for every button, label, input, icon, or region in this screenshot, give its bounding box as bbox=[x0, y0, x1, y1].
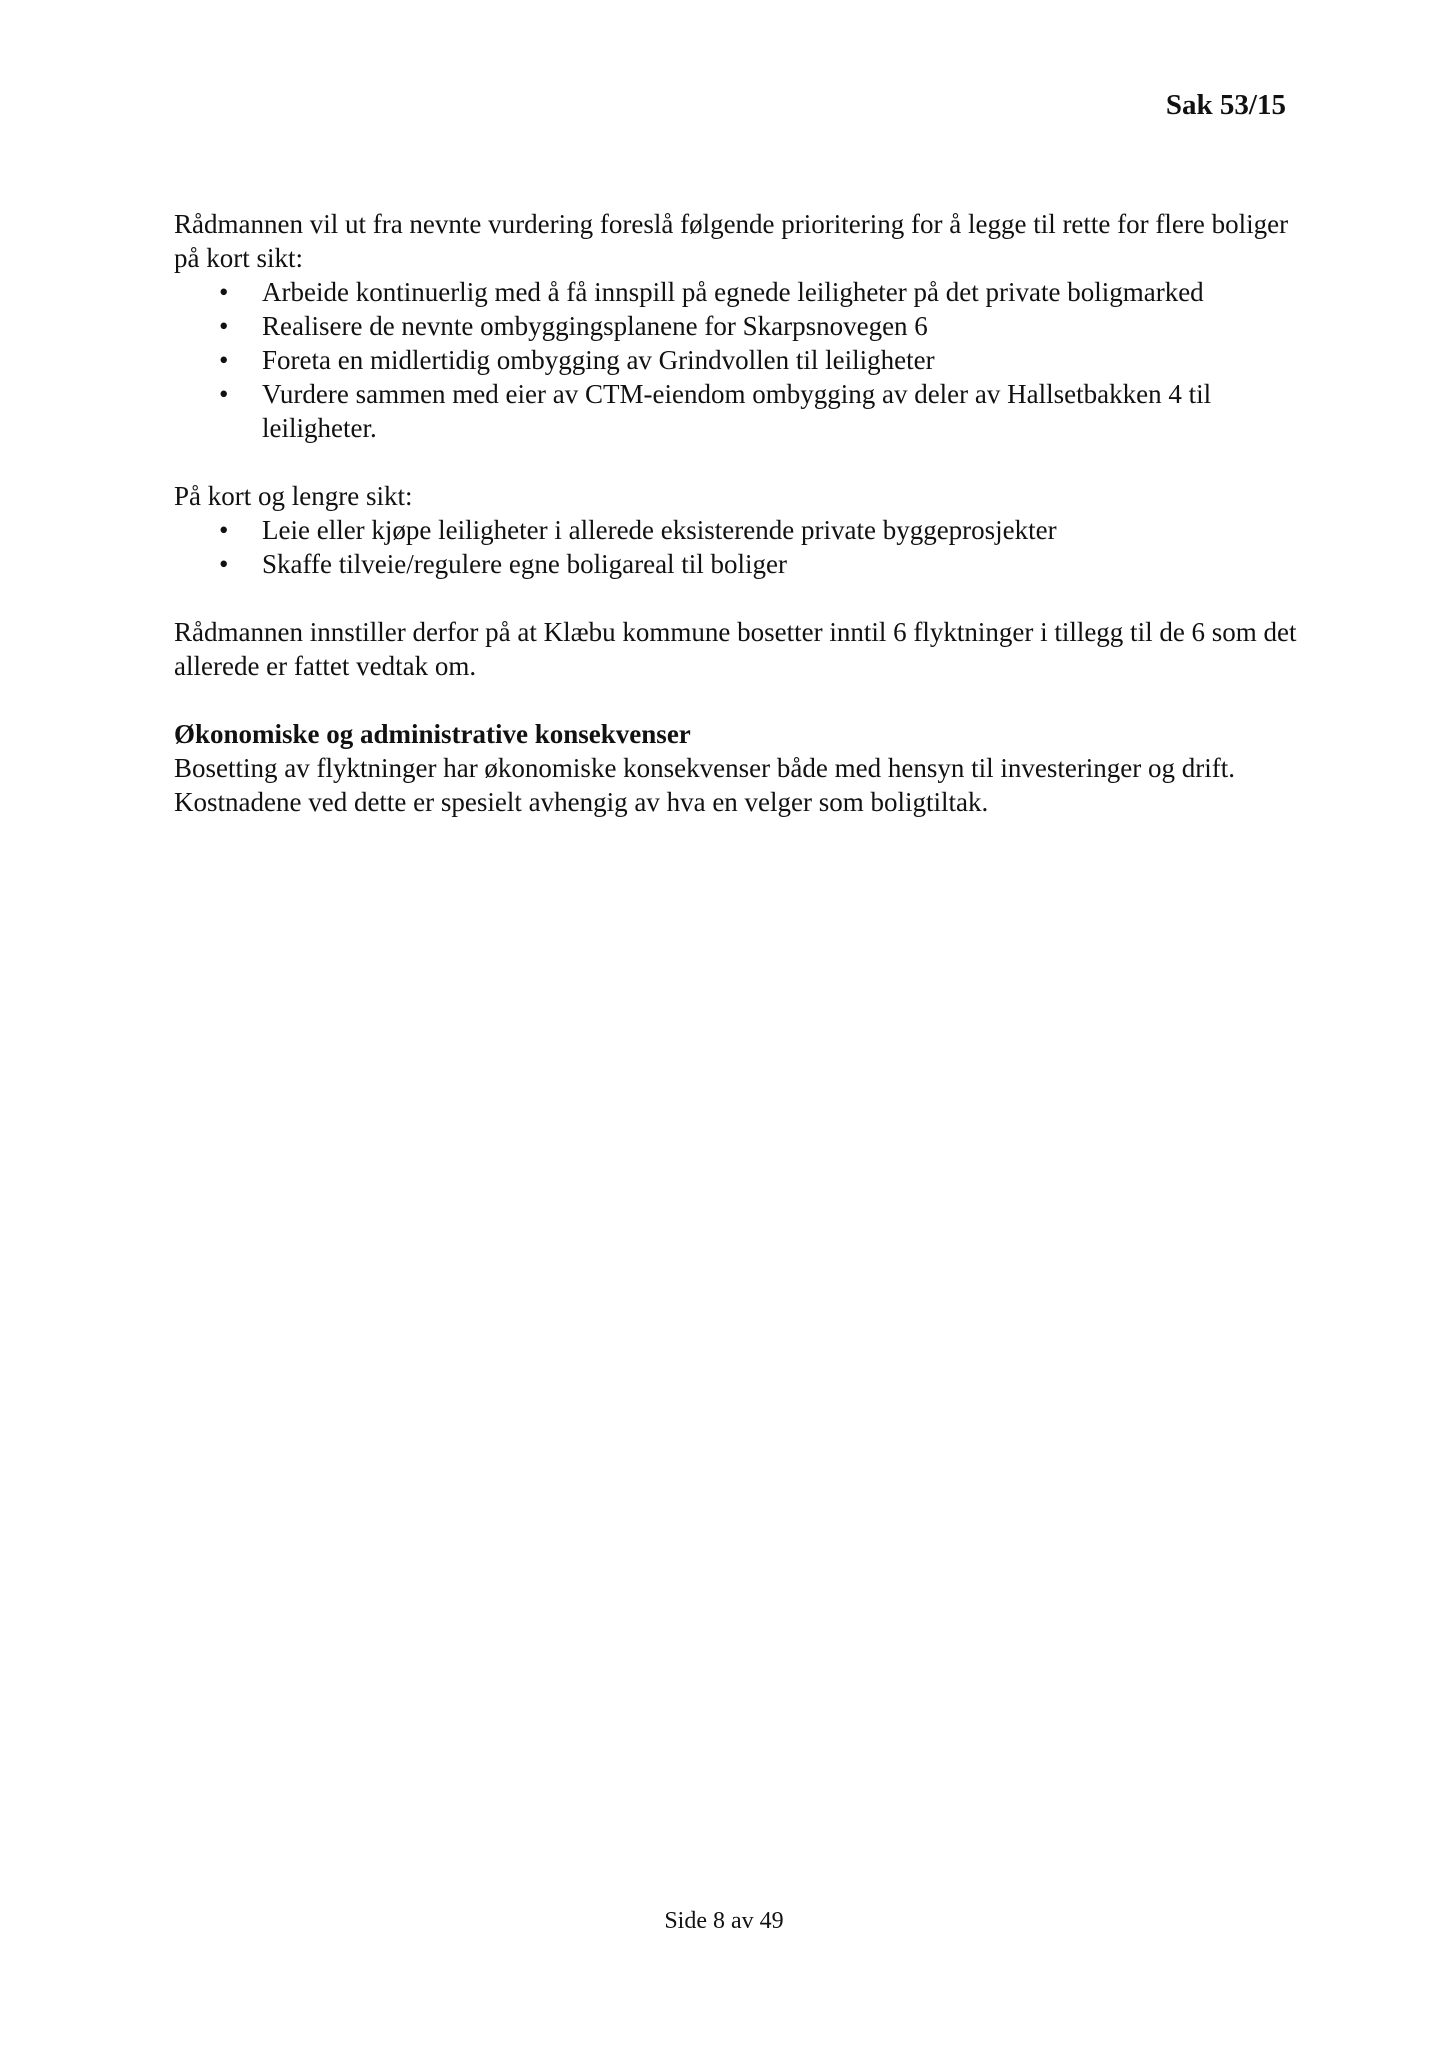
short-term-list bbox=[174, 275, 1304, 445]
list-item bbox=[174, 547, 1304, 581]
bullet-icon: • bbox=[219, 515, 229, 545]
bullet-icon: • bbox=[219, 345, 229, 375]
list-item-text: Foreta en midlertidig ombygging av Grindvollen til leiligheter bbox=[262, 345, 935, 375]
page-number: Side 8 av 49 bbox=[664, 1908, 784, 1934]
list-item-text: Arbeide kontinuerlig med å få innspill på egnede leiligheter på det private boligmarked bbox=[262, 277, 1204, 307]
bullet-icon: • bbox=[219, 549, 229, 579]
paragraph-gap bbox=[174, 581, 1304, 615]
case-number: Sak 53/15 bbox=[1165, 89, 1286, 121]
long-term-list bbox=[174, 513, 1304, 581]
consequences-heading: Økonomiske og administrative konsekvenser bbox=[174, 719, 691, 749]
list-item bbox=[174, 275, 1304, 309]
list-item bbox=[174, 309, 1304, 343]
paragraph-gap bbox=[174, 445, 1304, 479]
paragraph-gap bbox=[174, 683, 1304, 717]
list-item-text: Vurdere sammen med eier av CTM-eiendom ombygging av deler av Hallsetbakken 4 til leiligheter. bbox=[262, 379, 1212, 443]
consequences-paragraph: Bosetting av flyktninger har økonomiske konsekvenser både med hensyn til investeringer og drift. Kostnadene ved dette er spesielt avhengig av hva en velger som boligtiltak. bbox=[174, 753, 1236, 817]
bullet-icon: • bbox=[219, 379, 229, 409]
bullet-icon: • bbox=[219, 311, 229, 341]
list-item bbox=[174, 343, 1304, 377]
long-term-intro: På kort og lengre sikt: bbox=[174, 481, 413, 511]
bullet-icon: • bbox=[219, 277, 229, 307]
list-item bbox=[174, 377, 1304, 445]
recommendation-paragraph: Rådmannen innstiller derfor på at Klæbu kommune bosetter inntil 6 flyktninger i tillegg til de 6 som det allerede er fattet vedtak om. bbox=[174, 617, 1297, 681]
document-body bbox=[174, 207, 1304, 819]
list-item-text: Realisere de nevnte ombyggingsplanene for Skarpsnovegen 6 bbox=[262, 311, 928, 341]
list-item-text: Skaffe tilveie/regulere egne boligareal til boliger bbox=[262, 549, 788, 579]
list-item-text: Leie eller kjøpe leiligheter i allerede eksisterende private byggeprosjekter bbox=[262, 515, 1057, 545]
list-item bbox=[174, 513, 1304, 547]
priority-intro: Rådmannen vil ut fra nevnte vurdering foreslå følgende prioritering for å legge til rette for flere boliger på kort sikt: bbox=[174, 209, 1289, 273]
